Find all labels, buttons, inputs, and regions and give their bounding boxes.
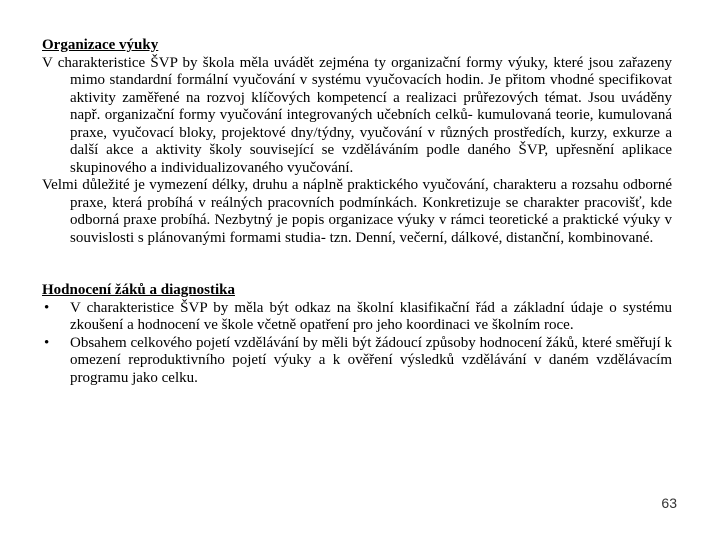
paragraph-organizace: V charakteristice ŠVP by škola měla uvádět zejména ty organizační formy výuky, které jsou zařazeny mimo standardní formální vyučování v systému vyučovacích hodin. Je přitom vhodné specifikovat aktivity zaměřené na rozvoj klíčových kompetencí a realizaci průřezových témat. Jsou uváděny např. organizační formy vyučování integrovaných učebních celků- kumulovaná teorie, kumulovaná praxe, vyučovací bloky, projektové dny/týdny, vyučování v různých prostředích, kurzy, exkurze a další akce a aktivity školy související se vzděláváním podle daného ŠVP, upřesnění aplikace skupinového a individualizovaného vyučování. [42, 54, 672, 176]
slide-content [42, 37, 672, 387]
section-heading-organizace: Organizace výuky [42, 37, 159, 53]
page-number: 63 [661, 495, 677, 511]
section-spacer [42, 247, 672, 282]
bullet-icon: • [44, 334, 50, 351]
bullet-item-klasifikacni-rad [42, 300, 672, 335]
bullet-text: Obsahem celkového pojetí vzdělávání by měli být žádoucí způsoby hodnocení žáků, které směřují k omezení reproduktivního pojetí výuky a k ověření výsledků vzdělávání v daném vzdělávacím programu jako celku. [70, 334, 672, 386]
paragraph-praktické-vyučování: Velmi důležité je vymezení délky, druhu a náplně praktického vyučování, charakteru a rozsahu odborné praxe, která probíhá v reálných pracovních podmínkách. Konkretizuje se charakter pracovišť, kde odborná praxe probíhá. Nezbytný je popis organizace výuky v rámci teoretické a praktické výuky v souvislosti s plánovanými formami studia- tzn. Denní, večerní, dálkové, distanční, kombinované. [42, 177, 672, 246]
bullet-text: V charakteristice ŠVP by měla být odkaz na školní klasifikační řád a základní údaje o systému zkoušení a hodnocení ve škole včetně opatření pro jeho koordinaci ve školním roce. [70, 299, 672, 333]
bullet-icon: • [44, 299, 50, 316]
section-heading-hodnoceni: Hodnocení žáků a diagnostika [42, 282, 235, 298]
bullet-item-zpusoby-hodnoceni [42, 335, 672, 388]
